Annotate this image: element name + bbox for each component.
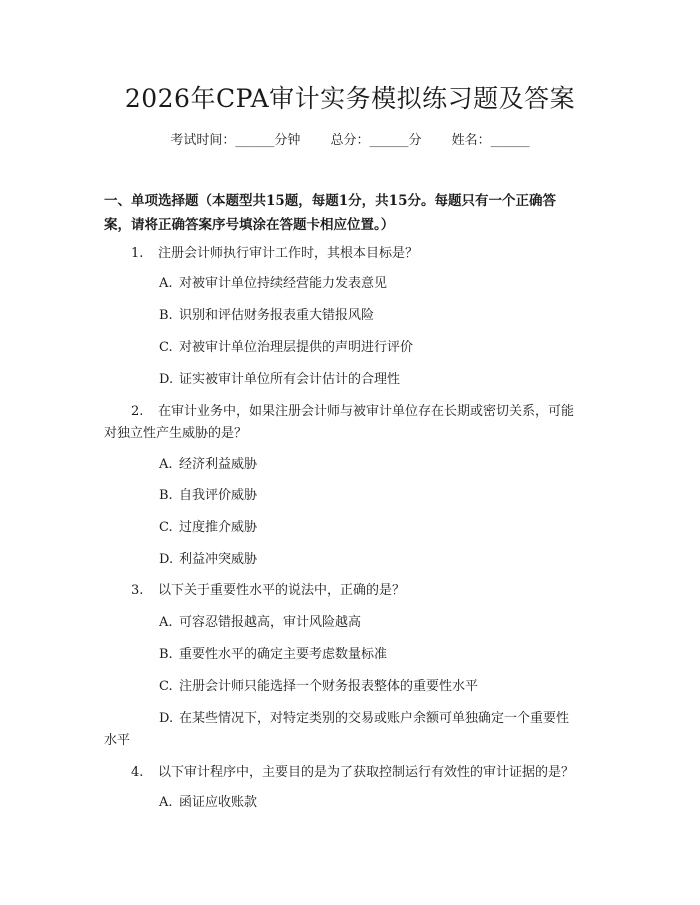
question-number: 4.	[131, 765, 144, 780]
option-label: C.	[159, 520, 173, 535]
question-3-option-d	[159, 707, 569, 731]
question-2-option-b	[159, 484, 257, 508]
question-number: 3.	[131, 583, 144, 598]
option-text: 在某些情况下，对特定类别的交易或账户余额可单独确定一个重要性	[179, 711, 570, 726]
option-label: D.	[159, 711, 174, 726]
option-text: 重要性水平的确定主要考虑数量标准	[179, 647, 388, 662]
section-heading	[104, 189, 604, 237]
page-title: 2026年CPA审计实务模拟练习题及答案	[124, 84, 576, 113]
option-text: 对被审计单位治理层提供的声明进行评价	[179, 340, 414, 355]
question-text: 注册会计师执行审计工作时，其根本目标是？	[158, 246, 419, 261]
question-text: 在审计业务中，如果注册会计师与被审计单位存在长期或密切关系，可能	[158, 404, 575, 419]
question-1-option-b	[159, 304, 374, 328]
question-3	[131, 579, 405, 603]
question-4-option-a	[159, 791, 257, 815]
question-1-option-a	[159, 272, 387, 296]
question-1-option-c	[159, 336, 413, 360]
section-heading-line-2: 案，请将正确答案序号填涂在答题卡相应位置。）	[104, 217, 395, 233]
question-2-option-d	[159, 548, 257, 572]
question-3-option-c	[159, 675, 478, 699]
option-text: 过度推介威胁	[179, 520, 258, 535]
option-label: A.	[159, 457, 173, 472]
question-text: 以下审计程序中，主要目的是为了获取控制运行有效性的审计证据的是？	[158, 765, 575, 780]
option-text: 自我评价威胁	[179, 488, 258, 503]
question-3-option-b	[159, 643, 387, 667]
question-1	[131, 242, 418, 266]
question-text: 以下关于重要性水平的说法中，正确的是？	[158, 583, 406, 598]
option-label: C.	[159, 679, 173, 694]
option-label: A.	[159, 276, 173, 291]
option-text: 注册会计师只能选择一个财务报表整体的重要性水平	[179, 679, 479, 694]
name-field: 姓名：______	[451, 133, 530, 148]
question-3-option-d-continued: 水平	[104, 733, 131, 748]
question-2-option-c	[159, 516, 257, 540]
option-label: A.	[159, 795, 173, 810]
option-label: C.	[159, 340, 173, 355]
question-number: 2.	[131, 404, 144, 419]
option-label: A.	[159, 615, 173, 630]
question-1-option-d	[159, 368, 400, 392]
exam-info	[0, 131, 700, 151]
question-number: 1.	[131, 246, 144, 261]
question-2-option-a	[159, 453, 257, 477]
option-label: D.	[159, 552, 174, 567]
option-text: 经济利益威胁	[179, 457, 258, 472]
total-score-field: 总分：______分	[330, 133, 422, 148]
option-label: B.	[159, 647, 173, 662]
option-text: 证实被审计单位所有会计估计的合理性	[179, 372, 401, 387]
option-label: D.	[159, 372, 174, 387]
question-2	[131, 400, 574, 424]
question-2-continued: 对独立性产生威胁的是？	[104, 426, 248, 441]
option-text: 识别和评估财务报表重大错报风险	[179, 308, 375, 323]
option-label: B.	[159, 488, 173, 503]
option-text: 利益冲突威胁	[179, 552, 258, 567]
option-text: 对被审计单位持续经营能力发表意见	[179, 276, 388, 291]
question-4	[131, 761, 574, 785]
option-text: 可容忍错报越高，审计风险越高	[179, 615, 362, 630]
exam-time-field: 考试时间：______分钟	[170, 133, 301, 148]
option-label: B.	[159, 308, 173, 323]
option-text: 函证应收账款	[179, 795, 258, 810]
question-3-option-a	[159, 611, 361, 635]
section-heading-line-1: 一、单项选择题（本题型共15题，每题1分，共15分。每题只有一个正确答	[104, 193, 556, 209]
